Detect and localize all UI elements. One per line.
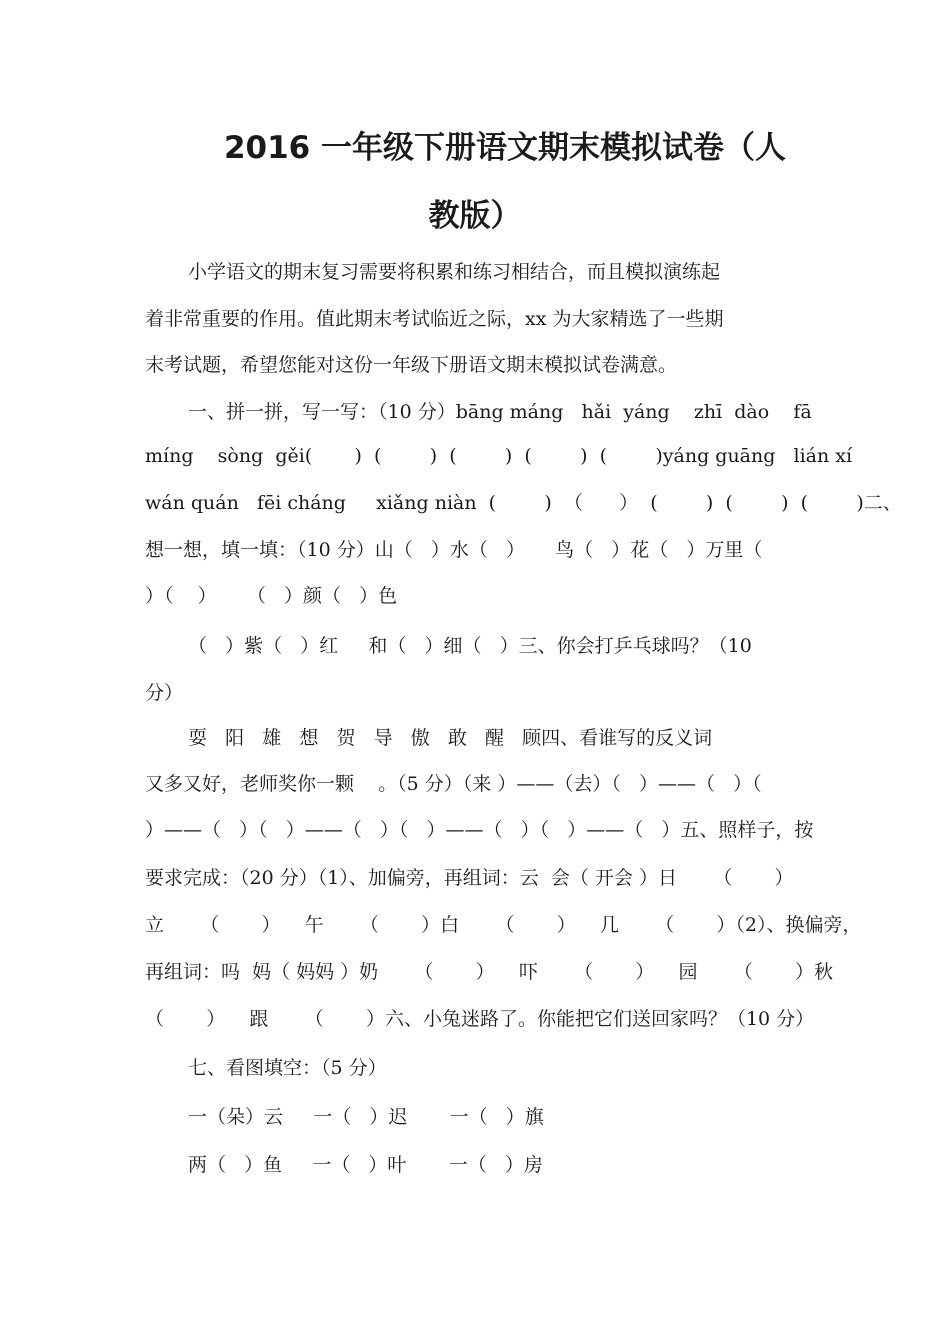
document-title-line-2: 教版）	[428, 198, 522, 234]
q4-line-1: 又多又好，老师奖你一颗 。（5 分）（来 ）——（去）（ ）——（ ）（	[145, 773, 762, 795]
q3-line-1: 分）	[145, 682, 184, 704]
intro-line-1: 小学语文的期末复习需要将积累和练习相结合，而且模拟演练起	[188, 261, 721, 283]
q5-line-2: 立 （ ） 午 （ ）白 （ ） 几 （ ）（2）、换偏旁，	[145, 914, 862, 936]
document-title-line-1: 2016 一年级下册语文期末模拟试卷（人	[223, 130, 787, 166]
q1-line-2: míng sòng gěi( ) ( ) ( ) ( ) ( )yáng guāng lián xí	[145, 445, 853, 467]
q5-line-1: 要求完成：（20 分）（1）、加偏旁，再组词：云 会（ 开会 ）日 （ ）	[145, 867, 794, 889]
q6-line: （ ） 跟 （ ）六、小兔迷路了。你能把它们送回家吗？（10 分）	[145, 1008, 815, 1030]
q1-line-3: wán quán fēi cháng xiǎng niàn ( ) （ ） ( ) ( ) ( )二、	[145, 492, 902, 514]
q4-line-2: ）——（ ）（ ）——（ ）（ ）——（ ）（ ）——（ ）五、照样子，按	[145, 819, 814, 841]
q2-line-1: 想一想，填一填：（10 分）山（ ）水（ ） 鸟（ ）花（ ）万里（	[145, 539, 763, 561]
q7-row-1: 一（朵）云 一（ ）迟 一（ ）旗	[188, 1106, 544, 1128]
intro-line-2: 着非常重要的作用。值此期末考试临近之际，xx 为大家精选了一些期	[145, 308, 724, 330]
q7-heading: 七、看图填空：（5 分）	[188, 1057, 387, 1079]
q7-row-2: 两（ ）鱼 一（ ）叶 一（ ）房	[188, 1154, 543, 1176]
q5-line-3: 再组词：吗 妈（ 妈妈 ）奶 （ ） 吓 （ ） 园 （ ）秋	[145, 961, 834, 983]
q2-line-2: ）（ ） （ ）颜（ ）色	[145, 585, 398, 607]
q2-line-3: （ ）紫（ ）红 和（ ）细（ ）三、你会打乒乓球吗？（10	[188, 635, 752, 657]
intro-line-3: 末考试题，希望您能对这份一年级下册语文期末模拟试卷满意。	[145, 354, 678, 376]
q3-chars-line: 耍 阳 雄 想 贺 导 傲 敢 醒 顾四、看谁写的反义词	[188, 727, 713, 749]
q1-line-1: 一、拼一拼，写一写：（10 分）bāng máng hǎi yáng zhī dào fā	[188, 401, 812, 423]
